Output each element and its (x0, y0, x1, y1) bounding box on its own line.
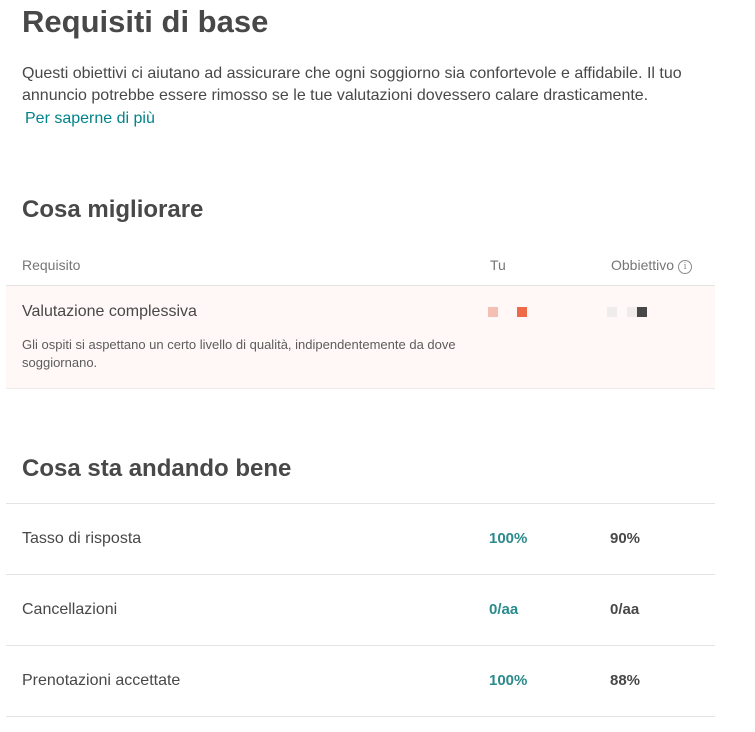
you-rating-marker-strong (517, 307, 527, 317)
metric-goal-value: 90% (610, 530, 641, 547)
metric-row-response-rate[interactable] (6, 504, 715, 575)
you-rating-marker-light (488, 307, 498, 317)
metric-you-value: 100% (489, 530, 528, 547)
metric-name: Tasso di risposta (22, 530, 142, 547)
intro-text: Questi obiettivi ci aiutano ad assicurare che ogni soggiorno sia confortevole e affidabile. Il tuo annuncio potrebbe essere rimosso se le tue valutazioni dovessero calare drasticamente. (22, 65, 682, 104)
column-header-requirement: Requisito (22, 257, 81, 273)
metric-you-value: 0/aa (489, 601, 519, 618)
metric-name: Cancellazioni (22, 601, 118, 618)
goal-rating-marker-faint (627, 307, 637, 317)
improve-item-description: Gli ospiti si aspettano un certo livello di qualità, indipendentemente da dove soggiornano. (22, 337, 456, 370)
metric-goal-value: 88% (610, 672, 641, 689)
good-section-title: Cosa sta andando bene (22, 455, 292, 482)
metric-you-value: 100% (489, 672, 528, 689)
goal-rating-marker-dark (637, 307, 647, 317)
metric-goal-value: 0/aa (610, 601, 640, 618)
metric-row-accepted-bookings[interactable] (6, 646, 715, 717)
metric-name: Prenotazioni accettate (22, 672, 181, 689)
goal-rating-marker-faint (607, 307, 617, 317)
column-header-you: Tu (490, 257, 506, 273)
column-header-goal (611, 257, 692, 274)
improve-item-name: Valutazione complessiva (22, 303, 197, 320)
learn-more-link[interactable]: Per saperne di più (25, 110, 155, 127)
info-icon[interactable]: i (678, 260, 692, 274)
column-header-goal-label: Obbiettivo (611, 257, 675, 273)
metric-row-cancellations[interactable] (6, 575, 715, 646)
improve-row-overall-rating[interactable] (6, 286, 715, 389)
page-title: Requisiti di base (22, 4, 269, 39)
improve-section-title: Cosa migliorare (22, 196, 204, 223)
